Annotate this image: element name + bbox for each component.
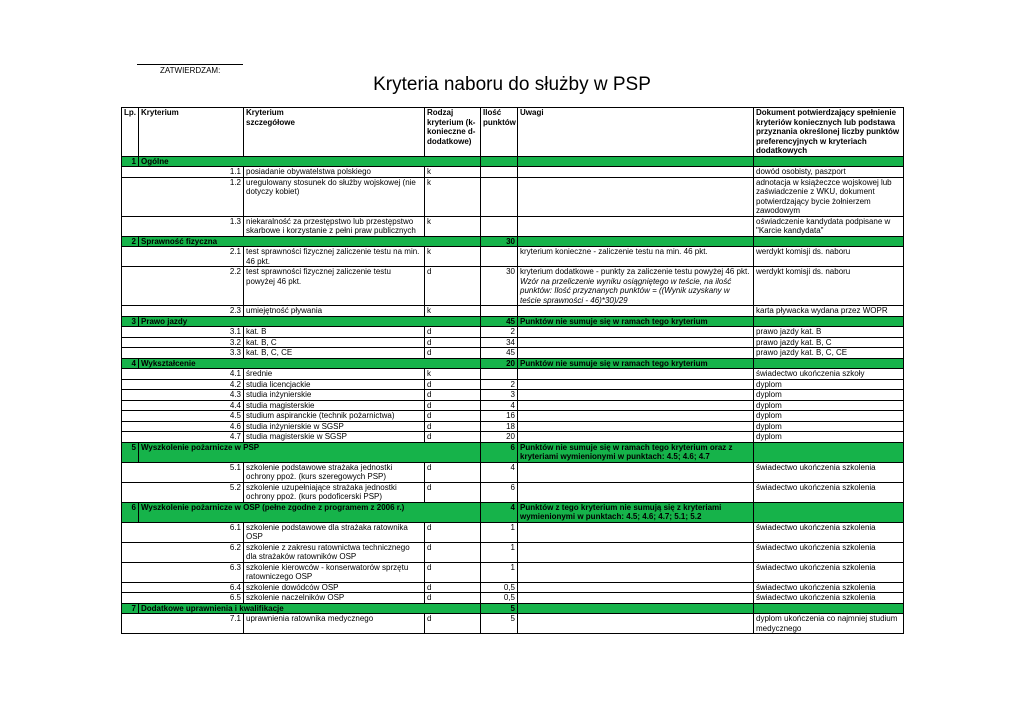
item-number: 6.5 bbox=[122, 593, 244, 604]
item-type: k bbox=[425, 306, 481, 317]
table-row bbox=[122, 562, 904, 582]
table-row bbox=[122, 306, 904, 317]
item-detail: studia magisterskie w SGSP bbox=[244, 432, 425, 443]
table-row bbox=[122, 337, 904, 348]
category-name: Wykształcenie bbox=[139, 358, 481, 369]
item-document: świadectwo ukończenia szkolenia bbox=[754, 562, 904, 582]
table-row bbox=[122, 462, 904, 482]
item-number: 6.1 bbox=[122, 522, 244, 542]
item-detail: średnie bbox=[244, 369, 425, 380]
category-notes: Punktów z tego kryterium nie sumują się z kryteriami wymienionymi w punktach: 4.5; 4.6; 4.7; 5.1; 5.2 bbox=[518, 502, 754, 522]
item-document: adnotacja w książeczce wojskowej lub zaświadczenie z WKU, dokument potwierdzający bycie żołnierzem zawodowym bbox=[754, 177, 904, 216]
table-row bbox=[122, 267, 904, 306]
table-row bbox=[122, 379, 904, 390]
item-number: 4.2 bbox=[122, 379, 244, 390]
item-detail: test sprawności fizycznej zaliczenie testu na min. 46 pkt. bbox=[244, 247, 425, 267]
item-number: 6.4 bbox=[122, 582, 244, 593]
signature-line bbox=[137, 64, 243, 65]
item-notes bbox=[518, 522, 754, 542]
item-type: d bbox=[425, 327, 481, 338]
item-document: prawo jazdy kat. B bbox=[754, 327, 904, 338]
table-row bbox=[122, 348, 904, 359]
item-number: 7.1 bbox=[122, 614, 244, 634]
item-number: 5.2 bbox=[122, 482, 244, 502]
category-notes: Punktów nie sumuje się w ramach tego kryterium oraz z kryteriami wymienionymi w punktach: 4.5; 4.6; 4.7 bbox=[518, 442, 754, 462]
item-detail: niekaralność za przestępstwo lub przestępstwo skarbowe i korzystanie z pełni praw publicznych bbox=[244, 216, 425, 236]
table-row bbox=[122, 411, 904, 422]
item-notes bbox=[518, 542, 754, 562]
item-notes bbox=[518, 306, 754, 317]
header-notes: Uwagi bbox=[518, 108, 754, 157]
item-document: dowód osobisty, paszport bbox=[754, 167, 904, 178]
item-type: d bbox=[425, 614, 481, 634]
item-detail: szkolenie dowódców OSP bbox=[244, 582, 425, 593]
item-detail: studium aspiranckie (technik pożarnictwa) bbox=[244, 411, 425, 422]
item-detail: szkolenie kierowców - konserwatorów sprzętu ratowniczego OSP bbox=[244, 562, 425, 582]
category-row bbox=[122, 442, 904, 462]
item-document: dyplom bbox=[754, 390, 904, 401]
item-type: d bbox=[425, 400, 481, 411]
item-detail: uregulowany stosunek do służby wojskowej (nie dotyczy kobiet) bbox=[244, 177, 425, 216]
item-points: 3 bbox=[481, 390, 518, 401]
item-number: 4.7 bbox=[122, 432, 244, 443]
category-number: 6 bbox=[122, 502, 139, 522]
item-document: werdykt komisji ds. naboru bbox=[754, 247, 904, 267]
item-type: d bbox=[425, 582, 481, 593]
item-number: 1.3 bbox=[122, 216, 244, 236]
table-header-row bbox=[122, 108, 904, 157]
item-type: d bbox=[425, 462, 481, 482]
table-row bbox=[122, 522, 904, 542]
item-document: świadectwo ukończenia szkolenia bbox=[754, 582, 904, 593]
item-document: świadectwo ukończenia szkolenia bbox=[754, 593, 904, 604]
table-row bbox=[122, 614, 904, 634]
category-name: Sprawność fizyczna bbox=[139, 236, 481, 247]
item-points: 16 bbox=[481, 411, 518, 422]
category-row bbox=[122, 316, 904, 327]
category-points bbox=[481, 156, 518, 167]
item-notes bbox=[518, 400, 754, 411]
table-row bbox=[122, 177, 904, 216]
item-document: świadectwo ukończenia szkolenia bbox=[754, 482, 904, 502]
category-document bbox=[754, 316, 904, 327]
item-document: dyplom bbox=[754, 411, 904, 422]
item-notes bbox=[518, 379, 754, 390]
category-document bbox=[754, 236, 904, 247]
item-detail: szkolenie podstawowe dla strażaka ratownika OSP bbox=[244, 522, 425, 542]
item-points: 4 bbox=[481, 400, 518, 411]
category-row bbox=[122, 358, 904, 369]
item-number: 4.4 bbox=[122, 400, 244, 411]
item-document: werdykt komisji ds. naboru bbox=[754, 267, 904, 306]
table-body bbox=[122, 156, 904, 634]
item-document: dyplom ukończenia co najmniej studium medycznego bbox=[754, 614, 904, 634]
item-points: 30 bbox=[481, 267, 518, 306]
category-notes: Punktów nie sumuje się w ramach tego kryterium bbox=[518, 358, 754, 369]
criteria-table bbox=[121, 107, 904, 634]
category-row bbox=[122, 156, 904, 167]
item-type: k bbox=[425, 177, 481, 216]
table-row bbox=[122, 421, 904, 432]
category-document bbox=[754, 603, 904, 614]
header-lp: Lp. bbox=[122, 108, 139, 157]
table-row bbox=[122, 216, 904, 236]
item-type: d bbox=[425, 432, 481, 443]
item-notes bbox=[518, 267, 754, 306]
category-document bbox=[754, 358, 904, 369]
item-notes bbox=[518, 421, 754, 432]
item-document: świadectwo ukończenia szkolenia bbox=[754, 522, 904, 542]
item-detail: studia licencjackie bbox=[244, 379, 425, 390]
table-row bbox=[122, 400, 904, 411]
header-points: Ilość punktów bbox=[481, 108, 518, 157]
item-notes bbox=[518, 348, 754, 359]
item-document: świadectwo ukończenia szkoły bbox=[754, 369, 904, 380]
table-row bbox=[122, 432, 904, 443]
item-notes bbox=[518, 167, 754, 178]
table-row bbox=[122, 390, 904, 401]
category-name: Prawo jazdy bbox=[139, 316, 481, 327]
item-notes bbox=[518, 482, 754, 502]
item-points bbox=[481, 306, 518, 317]
category-number: 2 bbox=[122, 236, 139, 247]
table-row bbox=[122, 369, 904, 380]
category-name: Ogólne bbox=[139, 156, 481, 167]
item-points: 0,5 bbox=[481, 582, 518, 593]
category-notes bbox=[518, 156, 754, 167]
category-points: 45 bbox=[481, 316, 518, 327]
table-row bbox=[122, 247, 904, 267]
item-notes bbox=[518, 337, 754, 348]
item-points bbox=[481, 247, 518, 267]
points-formula: Wzór na przeliczenie wyniku osiągniętego w teście, na ilość punktów: Ilość przyznanych punktów = ((Wynik uzyskany w teście sprawności - 46)*30)/29 bbox=[520, 276, 732, 305]
item-detail: kat. B, C bbox=[244, 337, 425, 348]
item-points: 18 bbox=[481, 421, 518, 432]
header-document: Dokument potwierdzający spełnienie kryteriów koniecznych lub podstawa przyznania określonej liczby punktów preferencyjnych w kryteriach dodatkowych bbox=[754, 108, 904, 157]
item-notes bbox=[518, 562, 754, 582]
item-points: 6 bbox=[481, 482, 518, 502]
item-notes bbox=[518, 593, 754, 604]
item-detail: kat. B, C, CE bbox=[244, 348, 425, 359]
item-document: dyplom bbox=[754, 432, 904, 443]
item-number: 1.2 bbox=[122, 177, 244, 216]
category-row bbox=[122, 236, 904, 247]
item-detail: szkolenie podstawowe strażaka jednostki ochrony ppoż. (kurs szeregowych PSP) bbox=[244, 462, 425, 482]
item-notes bbox=[518, 614, 754, 634]
item-number: 5.1 bbox=[122, 462, 244, 482]
item-number: 1.1 bbox=[122, 167, 244, 178]
item-points: 0,5 bbox=[481, 593, 518, 604]
table-row bbox=[122, 167, 904, 178]
category-name: Dodatkowe uprawnienia i kwalifikacje bbox=[139, 603, 481, 614]
item-number: 2.2 bbox=[122, 267, 244, 306]
item-points bbox=[481, 167, 518, 178]
item-notes bbox=[518, 390, 754, 401]
item-document: świadectwo ukończenia szkolenia bbox=[754, 462, 904, 482]
category-number: 7 bbox=[122, 603, 139, 614]
item-number: 2.1 bbox=[122, 247, 244, 267]
item-notes-text: kryterium dodatkowe - punkty za zaliczenie testu powyżej 46 pkt. bbox=[520, 267, 750, 276]
item-type: k bbox=[425, 167, 481, 178]
item-points: 1 bbox=[481, 562, 518, 582]
category-points: 6 bbox=[481, 442, 518, 462]
category-document bbox=[754, 502, 904, 522]
item-notes bbox=[518, 582, 754, 593]
item-notes bbox=[518, 177, 754, 216]
item-type: d bbox=[425, 542, 481, 562]
item-points: 20 bbox=[481, 432, 518, 443]
item-document: dyplom bbox=[754, 379, 904, 390]
item-detail: studia inżynierskie bbox=[244, 390, 425, 401]
item-points: 4 bbox=[481, 462, 518, 482]
category-number: 1 bbox=[122, 156, 139, 167]
category-number: 5 bbox=[122, 442, 139, 462]
page-title: Kryteria naboru do służby w PSP bbox=[373, 74, 651, 95]
item-number: 4.5 bbox=[122, 411, 244, 422]
item-detail: studia inżynierskie w SGSP bbox=[244, 421, 425, 432]
item-type: d bbox=[425, 562, 481, 582]
item-notes bbox=[518, 462, 754, 482]
item-number: 2.3 bbox=[122, 306, 244, 317]
item-points: 2 bbox=[481, 379, 518, 390]
category-points: 30 bbox=[481, 236, 518, 247]
item-notes bbox=[518, 369, 754, 380]
item-type: d bbox=[425, 593, 481, 604]
category-number: 4 bbox=[122, 358, 139, 369]
item-points bbox=[481, 216, 518, 236]
item-detail: szkolenie uzupełniające strażaka jednostki ochrony ppoż. (kurs podoficerski PSP) bbox=[244, 482, 425, 502]
item-number: 6.2 bbox=[122, 542, 244, 562]
category-notes bbox=[518, 236, 754, 247]
item-detail: studia magisterskie bbox=[244, 400, 425, 411]
table-row bbox=[122, 582, 904, 593]
item-type: d bbox=[425, 421, 481, 432]
item-detail: test sprawności fizycznej zaliczenie testu powyżej 46 pkt. bbox=[244, 267, 425, 306]
item-points: 1 bbox=[481, 542, 518, 562]
item-number: 3.2 bbox=[122, 337, 244, 348]
category-document bbox=[754, 442, 904, 462]
item-document: karta pływacka wydana przez WOPR bbox=[754, 306, 904, 317]
item-type: d bbox=[425, 337, 481, 348]
item-points bbox=[481, 369, 518, 380]
item-type: k bbox=[425, 369, 481, 380]
item-document: dyplom bbox=[754, 400, 904, 411]
table-row bbox=[122, 327, 904, 338]
category-notes bbox=[518, 603, 754, 614]
item-number: 4.1 bbox=[122, 369, 244, 380]
item-type: d bbox=[425, 267, 481, 306]
item-detail: posiadanie obywatelstwa polskiego bbox=[244, 167, 425, 178]
category-points: 20 bbox=[481, 358, 518, 369]
item-type: d bbox=[425, 348, 481, 359]
category-row bbox=[122, 603, 904, 614]
approval-label: ZATWIERDZAM: bbox=[160, 66, 221, 75]
item-document: dyplom bbox=[754, 421, 904, 432]
item-number: 3.3 bbox=[122, 348, 244, 359]
item-notes bbox=[518, 432, 754, 443]
item-document: prawo jazdy kat. B, C, CE bbox=[754, 348, 904, 359]
item-number: 3.1 bbox=[122, 327, 244, 338]
item-detail: uprawnienia ratownika medycznego bbox=[244, 614, 425, 634]
item-notes bbox=[518, 327, 754, 338]
header-type: Rodzaj kryterium (k-konieczne d-dodatkowe) bbox=[425, 108, 481, 157]
item-notes bbox=[518, 247, 754, 267]
item-detail: szkolenie naczelników OSP bbox=[244, 593, 425, 604]
table-row bbox=[122, 542, 904, 562]
item-notes-text: kryterium konieczne - zaliczenie testu na min. 46 pkt. bbox=[520, 247, 708, 256]
category-row bbox=[122, 502, 904, 522]
category-document bbox=[754, 156, 904, 167]
item-notes bbox=[518, 411, 754, 422]
item-points: 1 bbox=[481, 522, 518, 542]
item-points: 45 bbox=[481, 348, 518, 359]
item-type: d bbox=[425, 522, 481, 542]
header-detail: Kryterium szczegółowe bbox=[244, 108, 425, 157]
item-number: 6.3 bbox=[122, 562, 244, 582]
table-row bbox=[122, 482, 904, 502]
table-row bbox=[122, 593, 904, 604]
item-detail: szkolenie z zakresu ratownictwa technicznego dla strażaków ratowników OSP bbox=[244, 542, 425, 562]
item-document: prawo jazdy kat. B, C bbox=[754, 337, 904, 348]
item-type: d bbox=[425, 390, 481, 401]
item-detail: kat. B bbox=[244, 327, 425, 338]
item-detail: umiejętność pływania bbox=[244, 306, 425, 317]
item-type: d bbox=[425, 482, 481, 502]
item-number: 4.6 bbox=[122, 421, 244, 432]
item-points: 2 bbox=[481, 327, 518, 338]
item-type: d bbox=[425, 411, 481, 422]
item-points: 5 bbox=[481, 614, 518, 634]
item-document: świadectwo ukończenia szkolenia bbox=[754, 542, 904, 562]
category-notes: Punktów nie sumuje się w ramach tego kryterium bbox=[518, 316, 754, 327]
item-type: k bbox=[425, 247, 481, 267]
item-document: oświadczenie kandydata podpisane w "Karcie kandydata" bbox=[754, 216, 904, 236]
category-name: Wyszkolenie pożarnicze w PSP bbox=[139, 442, 481, 462]
category-number: 3 bbox=[122, 316, 139, 327]
item-points: 34 bbox=[481, 337, 518, 348]
item-points bbox=[481, 177, 518, 216]
item-notes bbox=[518, 216, 754, 236]
header-criterion: Kryterium bbox=[139, 108, 244, 157]
category-points: 5 bbox=[481, 603, 518, 614]
item-type: k bbox=[425, 216, 481, 236]
category-points: 4 bbox=[481, 502, 518, 522]
item-number: 4.3 bbox=[122, 390, 244, 401]
item-type: d bbox=[425, 379, 481, 390]
category-name: Wyszkolenie pożarnicze w OSP (pełne zgodne z programem z 2006 r.) bbox=[139, 502, 481, 522]
